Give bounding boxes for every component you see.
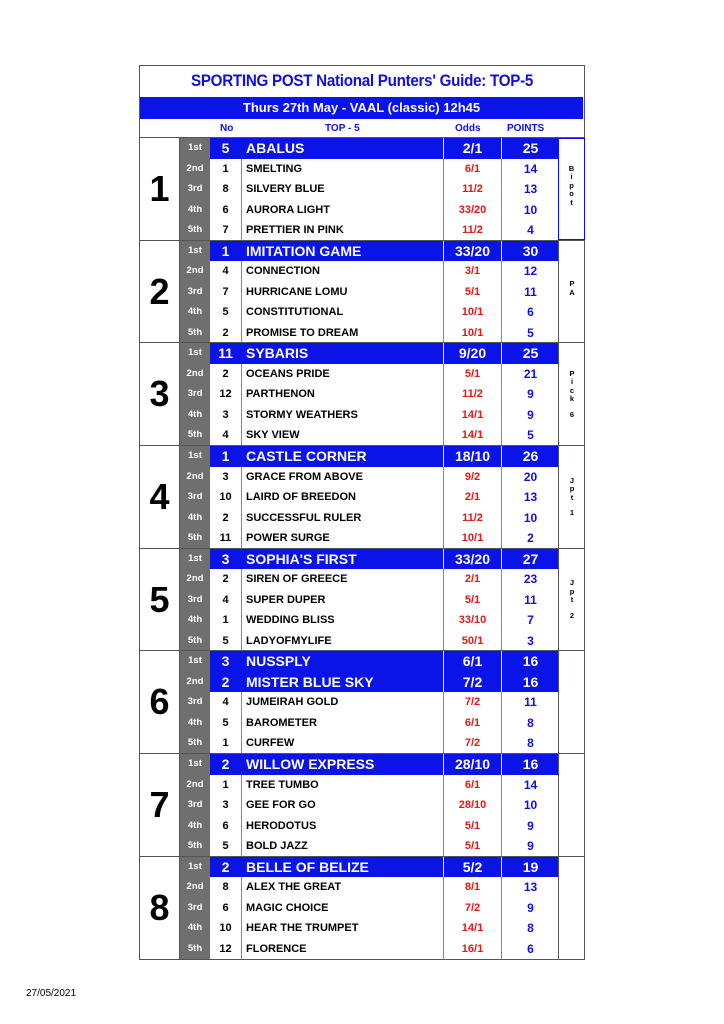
points-value: 14 [501,159,559,180]
position-label: 3rd [187,593,203,605]
runner-number: 11 [210,343,242,364]
points-value: 2 [501,528,559,549]
odds-value: 6/1 [443,651,501,672]
position-label: 5th [187,840,203,852]
race-number: 7 [140,754,180,856]
runner-row [180,651,558,672]
runner-row [180,364,558,385]
points-value: 21 [501,364,559,385]
runner-number: 10 [210,918,242,939]
runner-number: 8 [210,877,242,898]
horse-name: SUPER DUPER [246,593,326,606]
points-value: 4 [501,220,559,241]
runner-number: 1 [210,775,242,796]
runner-row [180,672,558,693]
points-value: 6 [501,939,559,960]
horse-name: LADYOFMYLIFE [246,634,332,647]
points-value: 9 [501,898,559,919]
bet-type-cell [558,343,585,445]
bet-type-cell [558,549,585,651]
position-label: 4th [187,203,203,215]
odds-value: 10/1 [443,323,501,344]
points-value: 8 [501,918,559,939]
odds-value: 50/1 [443,631,501,652]
odds-value: 9/2 [443,467,501,488]
horse-name: CURFEW [246,737,295,750]
points-value: 26 [501,446,559,467]
position-label: 4th [187,614,203,626]
race-number: 1 [140,138,180,240]
runner-row [180,179,558,200]
odds-value: 11/2 [443,179,501,200]
odds-value: 5/2 [443,857,501,878]
odds-value: 18/10 [443,446,501,467]
horse-name: FLORENCE [246,942,307,955]
points-value: 8 [501,713,559,734]
odds-value: 10/1 [443,528,501,549]
horse-name: BELLE OF BELIZE [246,858,369,875]
runner-number: 5 [210,302,242,323]
race-block [140,342,584,445]
points-value: 14 [501,775,559,796]
points-value: 16 [501,651,559,672]
runner-row [180,713,558,734]
horse-name: LAIRD OF BREEDON [246,491,356,504]
points-value: 5 [501,323,559,344]
runner-number: 3 [210,467,242,488]
horse-name: OCEANS PRIDE [246,367,330,380]
runner-row [180,487,558,508]
points-value: 10 [501,508,559,529]
odds-value: 10/1 [443,302,501,323]
runner-row [180,282,558,303]
header-no: No [220,123,234,134]
bet-type-cell [558,754,585,856]
horse-name: STORMY WEATHERS [246,408,358,421]
race-number: 6 [140,651,180,753]
horse-name: SKY VIEW [246,429,300,442]
runner-number: 12 [210,939,242,960]
points-value: 8 [501,733,559,754]
horse-name: HERODOTUS [246,819,317,832]
position-label: 3rd [187,491,203,503]
runner-number: 2 [210,569,242,590]
odds-value: 11/2 [443,384,501,405]
odds-value: 33/20 [443,549,501,570]
horse-name: CONNECTION [246,265,320,278]
runner-row [180,261,558,282]
position-label: 2nd [186,265,204,277]
runner-number: 2 [210,857,242,878]
odds-value: 7/2 [443,692,501,713]
runner-number: 3 [210,651,242,672]
points-value: 11 [501,590,559,611]
runner-number: 6 [210,816,242,837]
position-label: 4th [187,306,203,318]
position-label: 1st [180,241,210,262]
horse-name: GRACE FROM ABOVE [246,470,363,483]
points-value: 10 [501,795,559,816]
odds-value: 7/2 [443,733,501,754]
runner-row [180,200,558,221]
bet-type-cell [558,241,585,343]
odds-value: 2/1 [443,138,501,159]
race-number: 5 [140,549,180,651]
odds-value: 8/1 [443,877,501,898]
points-value: 6 [501,302,559,323]
points-value: 9 [501,384,559,405]
bet-type-label: Pick [569,368,575,404]
horse-name: CASTLE CORNER [246,448,367,465]
position-label: 3rd [187,901,203,913]
race-block [140,856,584,959]
points-value: 27 [501,549,559,570]
odds-value: 5/1 [443,590,501,611]
runner-row [180,877,558,898]
points-value: 9 [501,816,559,837]
bet-type-cell [558,138,585,240]
footer-date: 27/05/2021 [26,988,77,999]
bet-leg-number: 1 [569,508,575,518]
points-value: 10 [501,200,559,221]
race-block [140,445,584,548]
runner-number: 1 [210,610,242,631]
race-number: 8 [140,857,180,959]
runner-number: 2 [210,508,242,529]
position-label: 3rd [187,285,203,297]
horse-name: SYBARIS [246,345,309,362]
horse-name: TREE TUMBO [246,778,319,791]
odds-value: 16/1 [443,939,501,960]
header-points: POINTS [507,123,545,134]
bet-type-label: Bipot [568,163,575,207]
runner-number: 3 [210,795,242,816]
position-label: 3rd [187,388,203,400]
runner-number: 3 [210,549,242,570]
runner-row [180,836,558,857]
bet-leg-number: 2 [569,610,575,620]
position-label: 3rd [187,183,203,194]
horse-name: POWER SURGE [246,532,330,545]
odds-value: 33/20 [443,200,501,221]
points-value: 9 [501,405,559,426]
runner-number: 2 [210,364,242,385]
runner-row [180,631,558,652]
header-odds: Odds [455,123,481,134]
odds-value: 9/20 [443,343,501,364]
odds-value: 33/20 [443,241,501,262]
points-value: 3 [501,631,559,652]
odds-value: 5/1 [443,816,501,837]
horse-name: WILLOW EXPRESS [246,756,375,773]
runner-number: 5 [210,836,242,857]
runner-row [180,138,558,159]
runner-row [180,918,558,939]
runner-row [180,159,558,180]
odds-value: 7/2 [443,898,501,919]
position-label: 3rd [187,799,203,811]
race-number: 3 [140,343,180,445]
horse-name: SIREN OF GREECE [246,573,348,586]
horse-name: GEE FOR GO [246,799,316,812]
points-value: 19 [501,857,559,878]
bet-type-label: PA [569,279,575,297]
runner-number: 8 [210,179,242,200]
points-value: 23 [501,569,559,590]
horse-name: JUMEIRAH GOLD [246,696,339,709]
position-label: 4th [187,716,203,728]
runner-number: 4 [210,590,242,611]
runner-row [180,898,558,919]
points-value: 13 [501,877,559,898]
odds-value: 14/1 [443,425,501,446]
odds-value: 14/1 [443,918,501,939]
bet-type-cell [558,446,585,548]
position-label: 5th [187,532,203,544]
race-block [140,548,584,651]
column-header-row [140,119,584,137]
runner-number: 4 [210,692,242,713]
odds-value: 28/10 [443,795,501,816]
runner-row [180,302,558,323]
points-value: 16 [501,672,559,693]
runner-row [180,446,558,467]
position-label: 2nd [186,470,204,482]
position-label: 1st [180,446,210,467]
horse-name: ABALUS [246,140,305,156]
position-label: 4th [187,408,203,420]
odds-value: 33/10 [443,610,501,631]
horse-name: WEDDING BLISS [246,614,335,627]
horse-name: PARTHENON [246,388,315,401]
runner-number: 1 [210,159,242,180]
runner-row [180,528,558,549]
position-label: 5th [187,942,203,954]
race-block [140,753,584,856]
runner-number: 1 [210,733,242,754]
points-value: 16 [501,754,559,775]
points-value: 25 [501,138,559,159]
runner-row [180,343,558,364]
runner-number: 5 [210,713,242,734]
position-label: 5th [187,634,203,646]
runner-row [180,775,558,796]
odds-value: 11/2 [443,508,501,529]
position-label: 5th [187,224,203,235]
position-label: 1st [180,343,210,364]
points-value: 7 [501,610,559,631]
points-value: 25 [501,343,559,364]
horse-name: SILVERY BLUE [246,183,325,195]
horse-name: MISTER BLUE SKY [246,673,374,690]
position-label: 1st [180,651,210,672]
odds-value: 2/1 [443,569,501,590]
odds-value: 6/1 [443,713,501,734]
runner-number: 4 [210,261,242,282]
runner-row [180,425,558,446]
position-label: 4th [187,922,203,934]
odds-value: 28/10 [443,754,501,775]
points-value: 30 [501,241,559,262]
bet-type-label: Jpt [569,578,575,605]
odds-value: 6/1 [443,159,501,180]
points-value: 11 [501,282,559,303]
horse-name: PRETTIER IN PINK [246,224,344,236]
position-label: 2nd [180,672,210,693]
race-meeting-subtitle: Thurs 27th May - VAAL (classic) 12h45 [140,97,583,119]
points-value: 11 [501,692,559,713]
horse-name: SOPHIA'S FIRST [246,550,357,567]
horse-name: PROMISE TO DREAM [246,326,359,339]
runner-row [180,549,558,570]
race-block [140,240,584,343]
position-label: 2nd [186,778,204,790]
odds-value: 2/1 [443,487,501,508]
horse-name: AURORA LIGHT [246,203,330,216]
odds-value: 5/1 [443,836,501,857]
runner-row [180,795,558,816]
bet-type-label: Jpt [569,475,575,502]
odds-value: 7/2 [443,672,501,693]
runner-number: 7 [210,282,242,303]
runner-row [180,939,558,960]
position-label: 1st [180,754,210,775]
odds-value: 6/1 [443,775,501,796]
runner-row [180,467,558,488]
position-label: 1st [180,857,210,878]
bet-type-cell [558,651,585,753]
race-block [140,137,584,240]
position-label: 2nd [186,367,204,379]
runner-number: 5 [210,631,242,652]
horse-name: CONSTITUTIONAL [246,306,344,319]
runner-number: 2 [210,323,242,344]
position-label: 1st [180,549,210,570]
horse-name: BAROMETER [246,716,317,729]
runner-row [180,692,558,713]
runner-row [180,610,558,631]
position-label: 5th [187,429,203,441]
points-value: 12 [501,261,559,282]
race-block [140,650,584,753]
runner-number: 6 [210,898,242,919]
points-value: 13 [501,179,559,200]
horse-name: MAGIC CHOICE [246,901,329,914]
horse-name: IMITATION GAME [246,242,362,259]
horse-name: ALEX THE GREAT [246,881,342,894]
runner-row [180,241,558,262]
bet-type-cell [558,857,585,959]
runner-row [180,590,558,611]
odds-value: 11/2 [443,220,501,241]
runner-number: 1 [210,241,242,262]
runner-number: 6 [210,200,242,221]
runner-number: 11 [210,528,242,549]
horse-name: HURRICANE LOMU [246,285,348,298]
points-value: 5 [501,425,559,446]
position-label: 5th [187,737,203,749]
position-label: 5th [187,326,203,338]
horse-name: BOLD JAZZ [246,840,308,853]
horse-name: HEAR THE TRUMPET [246,922,359,935]
runner-number: 2 [210,672,242,693]
runner-number: 2 [210,754,242,775]
runner-row [180,816,558,837]
header-top5: TOP - 5 [325,123,360,134]
position-label: 3rd [187,696,203,708]
points-value: 20 [501,467,559,488]
position-label: 1st [180,138,210,159]
position-label: 2nd [186,162,204,174]
runner-row [180,405,558,426]
runner-row [180,754,558,775]
horse-name: SMELTING [246,162,303,175]
position-label: 2nd [186,881,204,893]
race-number: 4 [140,446,180,548]
punters-guide-sheet [139,65,585,960]
bet-leg-number: 6 [569,409,575,419]
position-label: 4th [187,511,203,523]
odds-value: 5/1 [443,364,501,385]
runner-number: 7 [210,220,242,241]
runner-row [180,384,558,405]
horse-name: SUCCESSFUL RULER [246,511,362,524]
runner-row [180,569,558,590]
page-title: SPORTING POST National Punters' Guide: TOP-5 [190,72,534,90]
points-value: 9 [501,836,559,857]
race-number: 2 [140,241,180,343]
runner-row [180,220,558,241]
horse-name: NUSSPLY [246,653,311,670]
points-value: 13 [501,487,559,508]
runner-number: 1 [210,446,242,467]
runner-row [180,857,558,878]
runner-number: 5 [210,138,242,159]
runner-number: 4 [210,425,242,446]
races-container [140,137,584,959]
position-label: 4th [187,819,203,831]
runner-row [180,323,558,344]
runner-number: 10 [210,487,242,508]
position-label: 2nd [186,573,204,585]
odds-value: 5/1 [443,282,501,303]
runner-row [180,508,558,529]
odds-value: 3/1 [443,261,501,282]
odds-value: 14/1 [443,405,501,426]
runner-row [180,733,558,754]
runner-number: 3 [210,405,242,426]
runner-number: 12 [210,384,242,405]
